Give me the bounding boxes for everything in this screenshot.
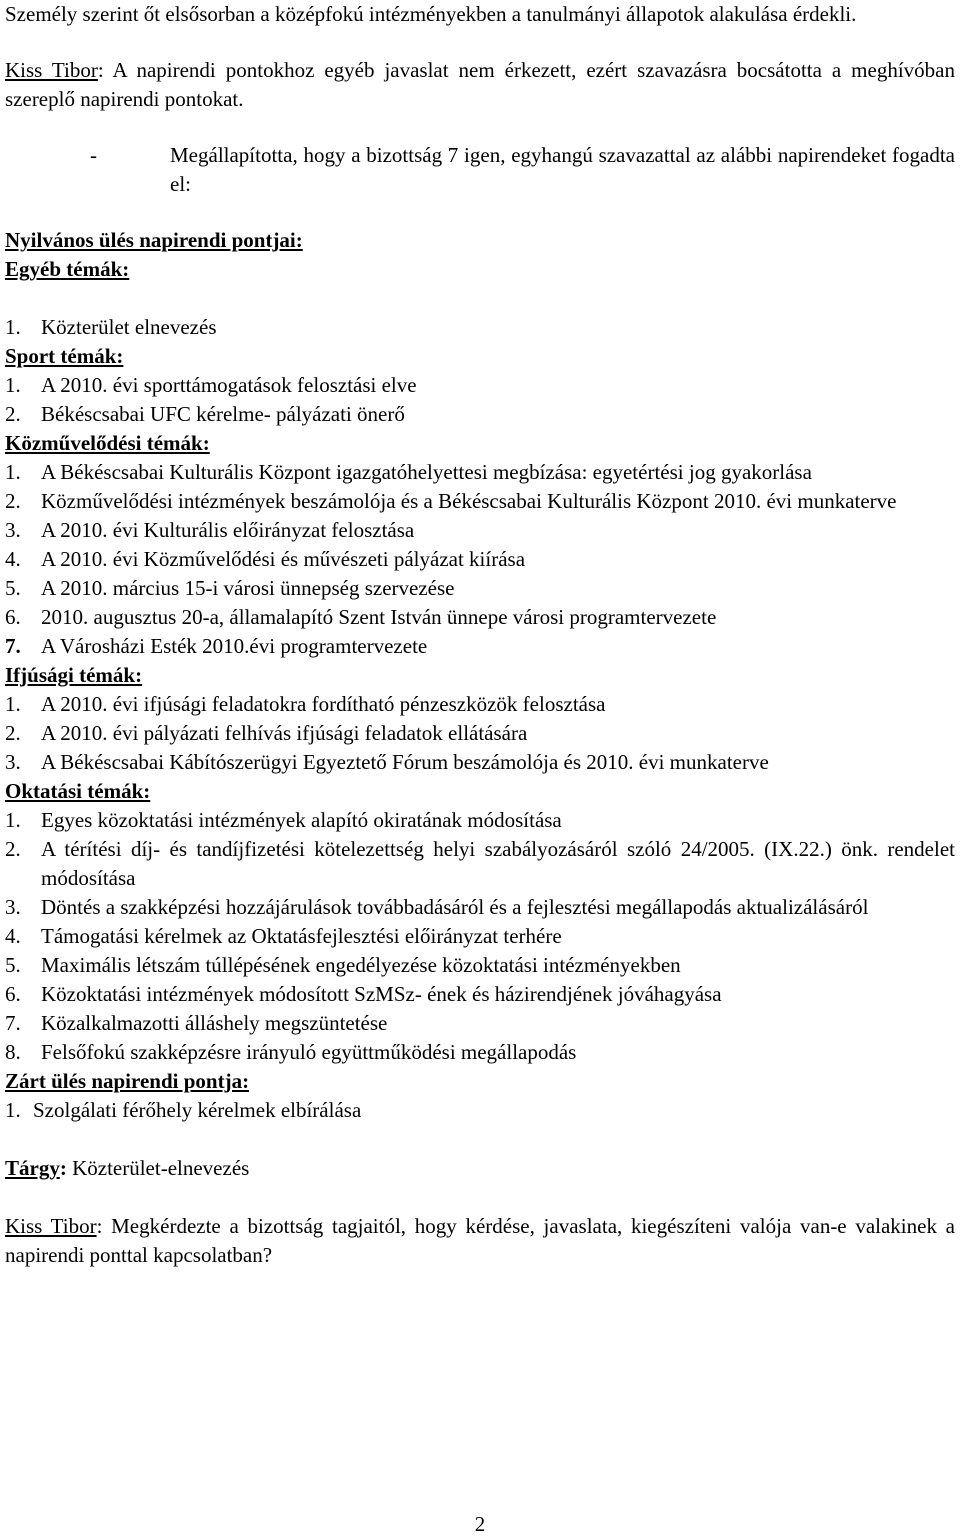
decision-dash-item [5,141,955,199]
list-item [5,516,955,545]
item-text: Szolgálati férőhely kérelmek elbírálása [33,1098,362,1122]
ifjusag-heading: Ifjúsági témák: [5,663,143,687]
ifjusag-list [5,690,955,777]
list-item [5,748,955,777]
page-number: 2 [474,1512,486,1536]
item-number: 1. [5,460,21,484]
list-item [5,1009,955,1038]
list-item [5,719,955,748]
item-number: 6. [5,982,21,1006]
list-item [5,893,955,922]
decision-text: Megállapította, hogy a bizottság 7 igen, egyhangú szavazattal az alábbi napirendeket fogadta el: [170,143,955,196]
list-item [5,603,955,632]
item-text: A Városházi Esték 2010.évi programtervezete [41,634,428,658]
item-number: 1. [5,1098,21,1122]
egyeb-list [5,313,955,342]
item-text: Felsőfokú szakképzésre irányuló együttműködési megállapodás [41,1040,577,1064]
item-number: 3. [5,895,21,919]
item-number: 1. [5,808,21,832]
list-item [5,806,955,835]
speaker-text: : A napirendi pontokhoz egyéb javaslat nem érkezett, ezért szavazásra bocsátotta a meghívóban szereplő napirendi pontokat. [5,58,955,111]
item-number: 7. [5,1011,21,1035]
public-session-heading: Nyilvános ülés napirendi pontjai: [5,228,303,252]
subject-colon: : [59,1156,67,1180]
list-item [5,487,955,516]
item-text: A 2010. évi pályázati felhívás ifjúsági feladatok ellátására [41,721,528,745]
item-text: A 2010. március 15-i városi ünnepség szervezése [41,576,455,600]
oktatas-list [5,806,955,1067]
item-text: Békéscsabai UFC kérelme- pályázati önerő [41,402,405,426]
closed-session-heading: Zárt ülés napirendi pontja: [5,1069,250,1093]
item-number: 2. [5,837,21,861]
closed-session-list [5,1096,955,1125]
item-text: A 2010. évi Közművelődési és művészeti pályázat kiírása [41,547,526,571]
item-number: 2. [5,489,21,513]
list-item [5,835,955,893]
subject-line [5,1154,955,1183]
item-number: 2. [5,402,21,426]
list-item [5,951,955,980]
list-item [5,400,955,429]
list-item [5,458,955,487]
item-text: A Békéscsabai Kulturális Központ igazgatóhelyettesi megbízása: egyetértési jog gyakorlása [41,460,812,484]
item-text: Közművelődési intézmények beszámolója és a Békéscsabai Kulturális Központ 2010. évi munkaterve [41,489,897,513]
item-text: A 2010. évi Kulturális előirányzat felosztása [41,518,415,542]
list-item [5,574,955,603]
item-text: A 2010. évi sporttámogatások felosztási elve [41,373,417,397]
list-item [5,632,955,661]
item-text: Közterület elnevezés [41,315,217,339]
item-number: 4. [5,924,21,948]
item-number: 8. [5,1040,21,1064]
speaker-name: Kiss Tibor [5,58,98,82]
item-text: Támogatási kérelmek az Oktatásfejlesztési előirányzat terhére [41,924,562,948]
item-number: 2. [5,721,21,745]
list-item [5,690,955,719]
item-number: 1. [5,315,21,339]
item-text: Egyes közoktatási intézmények alapító okiratának módosítása [41,808,562,832]
item-number: 6. [5,605,21,629]
item-text: Maximális létszám túllépésének engedélyezése közoktatási intézményekben [41,953,681,977]
closing-paragraph [5,1212,955,1270]
oktatas-heading: Oktatási témák: [5,779,151,803]
item-text: Közoktatási intézmények módosított SzMSz- ének és házirendjének jóváhagyása [41,982,722,1006]
item-text: A Békéscsabai Kábítószerügyi Egyeztető Fórum beszámolója és 2010. évi munkaterve [41,750,769,774]
intro-paragraph: Személy szerint őt elsősorban a középfokú intézményekben a tanulmányi állapotok alakulása érdekli. [5,2,857,26]
closing-speaker: Kiss Tibor [5,1214,97,1238]
dash-bullet: - [90,143,97,167]
item-text: A 2010. évi ifjúsági feladatokra fordítható pénzeszközök felosztása [41,692,606,716]
item-text: A térítési díj- és tandíjfizetési kötelezettség helyi szabályozásáról szóló 24/2005. (IX.22.) önk. rendelet módosítása [41,837,955,890]
list-item [5,313,955,342]
list-item [5,1038,955,1067]
subject-text: Közterület-elnevezés [66,1156,250,1180]
list-item [5,1096,955,1125]
document-page [5,0,955,1270]
item-number: 3. [5,750,21,774]
list-item [5,980,955,1009]
item-text: Közalkalmazotti álláshely megszüntetése [41,1011,388,1035]
item-number: 1. [5,692,21,716]
kozmuvelodes-heading: Közművelődési témák: [5,431,210,455]
sport-heading: Sport témák: [5,344,124,368]
list-item [5,371,955,400]
item-text: Döntés a szakképzési hozzájárulások továbbadásáról és a fejlesztési megállapodás aktualizálásáról [41,895,869,919]
item-number: 7. [5,634,21,658]
item-number: 3. [5,518,21,542]
egyeb-heading: Egyéb témák: [5,257,130,281]
item-number: 1. [5,373,21,397]
list-item [5,922,955,951]
speaker-paragraph [5,56,955,114]
item-number: 5. [5,953,21,977]
item-text: 2010. augusztus 20-a, államalapító Szent István ünnepe városi programtervezete [41,605,717,629]
list-item [5,545,955,574]
item-number: 4. [5,547,21,571]
closing-text: : Megkérdezte a bizottság tagjaitól, hogy kérdése, javaslata, kiegészíteni valója van-e valakinek a napirendi ponttal kapcsolatban? [5,1214,955,1267]
subject-label: Tárgy [5,1156,60,1180]
kozmuvelodes-list [5,458,955,661]
sport-list [5,371,955,429]
item-number: 5. [5,576,21,600]
